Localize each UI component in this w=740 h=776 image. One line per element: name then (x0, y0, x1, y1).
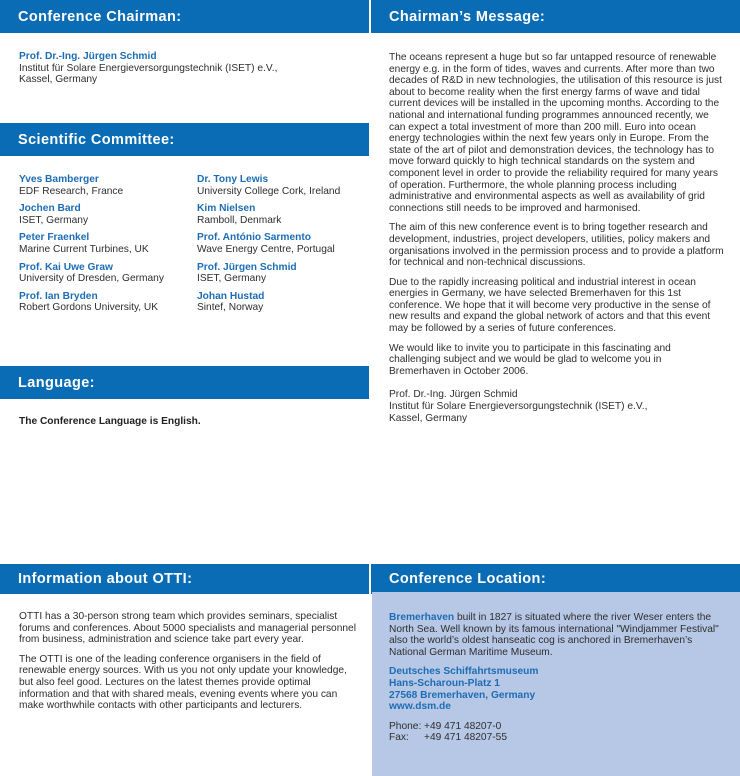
member-name: Prof. Ian Bryden (19, 290, 98, 302)
member-name: Prof. Jürgen Schmid (197, 261, 297, 273)
member-affiliation: ISET, Germany (197, 273, 267, 285)
committee-left-column (19, 174, 199, 320)
message-paragraph: Due to the rapidly increasing political and industrial interest in ocean energies in Germany, we have selected Bremerhaven for this 1st conference. We hope that it will become very productive in the sense of new results and expand the global network of actors and that this event may be followed by a series of future conferences. (389, 276, 711, 335)
member-name: Johan Hustad (197, 290, 265, 302)
museum-postal: 27568 Bremerhaven, Germany (389, 689, 536, 701)
member-name: Jochen Bard (19, 203, 81, 215)
location-heading: Conference Location: (371, 564, 740, 594)
member-affiliation: University of Dresden, Germany (19, 273, 164, 285)
otti-paragraph: The OTTI is one of the leading conference organisers in the field of renewable energy sources. With us you not only update your knowledge, but also feel good. Lectures on the latest themes provide optimal information and that with shared meals, evening events where you can make worthwhile contacts with other participants and lecturers. (19, 653, 347, 712)
committee-member (19, 291, 199, 314)
member-affiliation: Wave Energy Centre, Portugal (197, 243, 335, 255)
member-name: Dr. Tony Lewis (197, 174, 269, 185)
chairman-heading: Conference Chairman: (0, 0, 369, 33)
member-affiliation: EDF Research, France (19, 185, 124, 197)
otti-heading: Information about OTTI: (0, 564, 369, 594)
committee-member (197, 232, 367, 255)
member-name: Kim Nielsen (197, 203, 256, 215)
member-affiliation: ISET, Germany (19, 214, 89, 226)
signature-city: Kassel, Germany (389, 412, 468, 424)
member-affiliation: Marine Current Turbines, UK (19, 243, 149, 255)
location-city: Bremerhaven (389, 612, 455, 623)
phone-row (389, 721, 725, 733)
location-body (389, 612, 725, 744)
chairman-institute: Institut für Solare Energieversorgungstechnik (ISET) e.V., (19, 62, 278, 74)
member-name: Yves Bamberger (19, 174, 99, 185)
museum-address (389, 666, 725, 712)
message-paragraph: The aim of this new conference event is to bring together research and development, industries, project developers, utilities, policy makers and organisations involved in the permission process and to provide a platform for technical and non-technical discussions. (389, 222, 724, 269)
museum-website-link[interactable]: www.dsm.de (389, 701, 451, 713)
otti-paragraph: OTTI has a 30-person strong team which provides seminars, specialist forums and conferences. About 5000 specialists and managerial personnel from business, administration and science take part every year. (19, 611, 356, 646)
fax-row (389, 732, 725, 744)
committee-member (197, 291, 367, 314)
committee-heading: Scientific Committee: (0, 123, 369, 156)
committee-member (197, 174, 367, 197)
member-affiliation: Robert Gordons University, UK (19, 302, 159, 314)
museum-name: Deutsches Schiffahrtsmuseum (389, 666, 539, 678)
message-body (389, 52, 725, 424)
committee-member (19, 174, 199, 197)
language-heading: Language: (0, 366, 369, 399)
message-heading: Chairman’s Message: (371, 0, 740, 33)
location-description (389, 612, 725, 658)
member-name: Prof. António Sarmento (197, 232, 311, 244)
member-affiliation: Ramboll, Denmark (197, 214, 282, 226)
chairman-block (19, 51, 359, 86)
fax-label: Fax: (389, 732, 409, 744)
committee-member (19, 232, 199, 255)
member-name: Peter Fraenkel (19, 232, 90, 244)
chairman-city: Kassel, Germany (19, 74, 98, 86)
signature-name: Prof. Dr.-Ing. Jürgen Schmid (389, 389, 518, 401)
member-name: Prof. Kai Uwe Graw (19, 261, 113, 273)
language-text: The Conference Language is English. (19, 416, 201, 427)
location-description-text: built in 1827 is situated where the river Weser enters the North Sea. Well known by its famous international "Windjammer Festival" also the world’s oldest hanseatic cog is anchored in Bremerhaven’s National German Maritime Museum. (389, 612, 719, 658)
signature-institute: Institut für Solare Energieversorgungstechnik (ISET) e.V., (389, 401, 648, 413)
museum-street: Hans-Scharoun-Platz 1 (389, 677, 500, 689)
committee-member (197, 262, 367, 285)
otti-body (19, 611, 359, 720)
member-affiliation: Sintef, Norway (197, 302, 264, 314)
committee-member (197, 203, 367, 226)
phone-label: Phone: (389, 720, 422, 732)
committee-member (19, 203, 199, 226)
fax-number: +49 471 48207-55 (424, 732, 507, 744)
committee-member (19, 262, 199, 285)
member-affiliation: University College Cork, Ireland (197, 185, 341, 197)
chairman-name: Prof. Dr.-Ing. Jürgen Schmid (19, 51, 157, 62)
committee-right-column (197, 174, 367, 320)
message-signature (389, 389, 725, 424)
message-paragraph: We would like to invite you to participate in this fascinating and challenging subject and we would be glad to welcome you in Bremerhaven in October 2006. (389, 342, 671, 377)
phone-number: +49 471 48207-0 (424, 720, 502, 732)
message-paragraph: The oceans represent a huge but so far untapped resource of renewable energy e.g. in the form of tides, waves and currents. After more than two decades of R&D in new technologies, the utilisation of this resource is just about to become reality when the first energy farms of wave and tidal current devices will be installed in the upcoming months. According to the national and international funding programmes announced recently, we can expect a total investment of more than 200 mill. Euro into ocean energy technologies within the next few years only in Europe. From the state of the art of pilot and demonstration devices, the technology has to move forward quickly to high technical standards on the system and component level in order to provide the reliability required for many years of operation. Furthermore, the whole planning process including administrative and environmental aspects as well as availability of grid connections still needs to be improved and harmonised. (389, 52, 722, 214)
